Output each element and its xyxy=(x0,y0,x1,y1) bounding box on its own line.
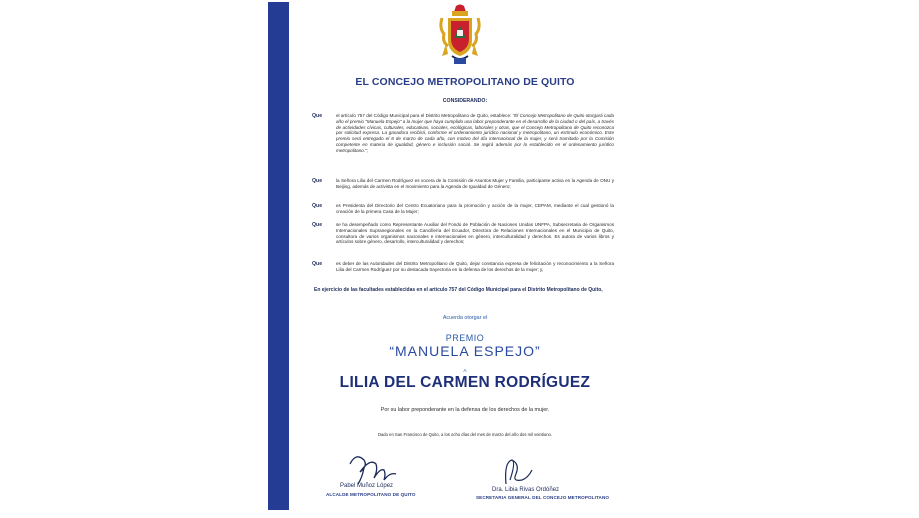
clause-3 xyxy=(312,203,614,217)
handwritten-signature-icon xyxy=(346,450,406,486)
clause-text: es deber de las Autoridades del Distrito Metropolitano de Quito, dejar constancia expresa de felicitación y reconocimiento a la Señora Lilia del Carmen Rodríguez por su destacada trayectoria en la defensa de los derechos de la mujer; y, xyxy=(336,261,614,272)
clause-4 xyxy=(312,222,614,257)
signer-name: Pabel Muñoz López xyxy=(340,483,394,489)
clause-marker: Que xyxy=(312,222,323,228)
clause-1 xyxy=(312,113,614,175)
premio-name: “MANUELA ESPEJO” xyxy=(389,343,541,359)
exercise-of-powers-text: En ejercicio de las facultades establecidas en el artículo 757 del Código Municipal para el Distrito Metropolitano de Quito, xyxy=(314,287,603,293)
left-blue-stripe xyxy=(268,2,289,510)
premio-label: PREMIO xyxy=(445,333,485,343)
signature-mayor xyxy=(308,450,458,502)
considering-heading: CONSIDERANDO: xyxy=(442,98,488,104)
signer-role: ALCALDE METROPOLITANO DE QUITO xyxy=(326,492,416,497)
clause-marker: Que xyxy=(312,178,323,184)
clause-text: el artículo 757 del Código Municipal para el Distrito Metropolitano de Quito, establece: "El Concejo Metropolitano de Quito otorgará cada año el premio "Manuela Espejo" a la mujer que haya cumplido una labor preponderante en el desarrollo de la ciudad o del país, a través de actividades cívicas, culturales, educativas, sociales, ecológicas, laborales y otras, que el Concejo Metropolitano de Quito reconozca por solicitud expresa. La ganadora recibirá, conforme el ordenamiento jurídico nacional y metropolitano, un estímulo económico. Este premio será entregado el 8 de marzo de cada año, con motivo del día internacional de la mujer, y será tramitado por la Comisión competente en materia de igualdad, género e inclusión social. Se regirá además por lo establecido en el ordenamiento jurídico metropolitano."; xyxy=(336,113,614,153)
clause-2 xyxy=(312,178,614,198)
clause-text: se ha desempeñado como Representante Auxiliar del Fondo de Población de Naciones Unidas UNFPA, Subsecretaria de Organismos Internacionales Supranegionales en la Cancillería del Ecuador, Directora de Relaciones Internacionales en el Municipio de Quito, consultora de varios organismos nacionales e internacionales en género, interculturalidad y derechos. Es autora de varios libros y artículos sobre género, desarrollo, interculturalidad y derechos; xyxy=(336,222,614,245)
clause-text: es Presidenta del Directorio del Centro Ecuatoriano para la promoción y acción de la mujer, CEPAM, mediante el cual gestionó la creación de la primera Casa de la Mujer; xyxy=(336,203,614,214)
clause-marker: Que xyxy=(312,203,323,209)
award-reason: Por su labor preponderante en la defensa de los derechos de la mujer. xyxy=(380,407,550,413)
clause-text: la Señora Lilia del Carmen Rodríguez es vocera de la Comisión de Asuntos Mujer y Familia, participante activa en la Agenda de ONU y Beijing, además de activista en el movimiento para la Agenda de Igualdad de Género; xyxy=(336,178,614,189)
honoree-name: LILIA DEL CARMEN RODRÍGUEZ xyxy=(339,374,591,391)
clause-marker: Que xyxy=(312,261,323,267)
signature-secretary xyxy=(468,450,638,502)
handwritten-signature-icon xyxy=(496,456,536,486)
agrees-to-grant-text: Acuerda otorgar el xyxy=(442,315,488,321)
a-label: A xyxy=(463,369,467,374)
clause-5 xyxy=(312,261,614,281)
document-title: EL CONCEJO METROPOLITANO DE QUITO xyxy=(355,76,575,88)
signer-name: Dra. Libia Rivas Ordóñez xyxy=(492,487,560,493)
certificate-page xyxy=(268,0,641,518)
signer-role: SECRETARIA GENERAL DEL CONCEJO METROPOLITANO xyxy=(476,495,610,500)
clause-marker: Que xyxy=(312,113,323,119)
quito-coat-of-arms-icon xyxy=(438,4,482,70)
given-date-text: Dado en San Francisco de Quito, a los ocho días del mes de marzo del año dos mil veintiuno. xyxy=(377,432,553,437)
